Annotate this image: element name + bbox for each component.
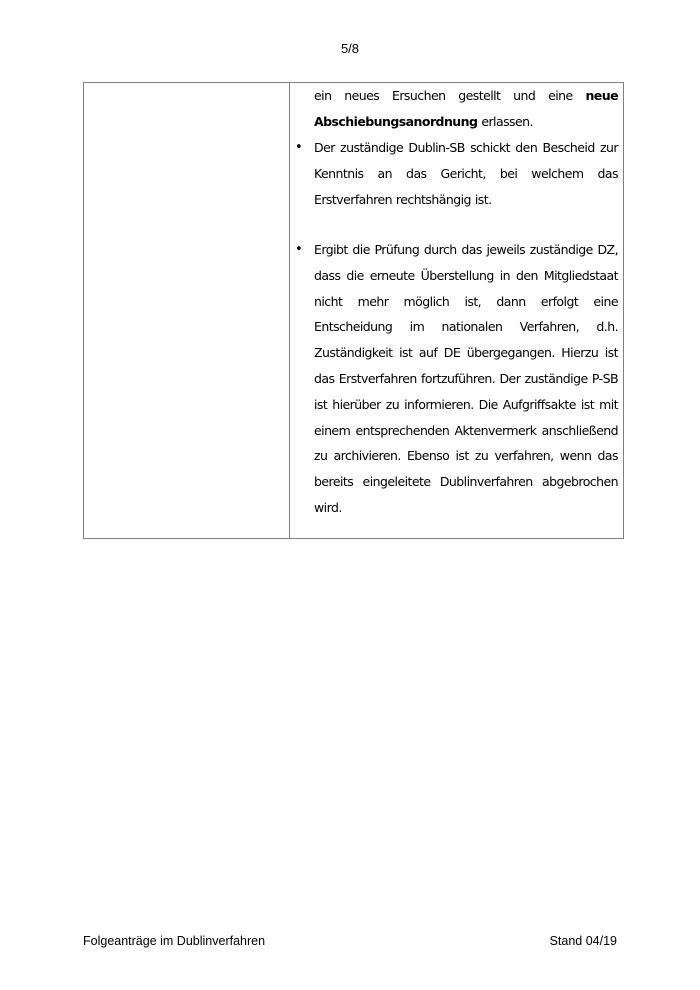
continuation-bold-text: neue Abschiebungsanordnung <box>314 88 618 129</box>
footer-title: Folgeanträge im Dublinverfahren <box>83 934 266 948</box>
page-number: 5/8 <box>340 41 360 56</box>
footer-status: Stand 04/19 <box>549 934 617 948</box>
continuation-text-start: ein neues Ersuchen gestellt und eine <box>314 88 586 103</box>
table-left-cell <box>84 83 290 538</box>
bullet-item-court-notice: Der zuständige Dublin-SB schickt den Bescheid zur Kenntnis an das Gericht, bei welchem das Erstverfahren rechtshängig ist. <box>314 140 618 207</box>
table-right-cell <box>290 83 623 538</box>
continuation-paragraph <box>314 83 618 135</box>
bullet-item-national-procedure: Ergibt die Prüfung durch das jeweils zuständige DZ, dass die erneute Überstellung in den Mitgliedstaat nicht mehr möglich ist, dann erfolgt eine Entscheidung im nationalen Verfahren, d.h. Zuständigkeit ist auf DE übergegangen. Hierzu ist das Erstverfahren fortzuführen. Der zuständige P-SB ist hierüber zu informieren. Die Aufgriffsakte ist mit einem entsprechenden Aktenvermerk anschließend zu archivieren. Ebenso ist zu verfahren, wenn das bereits eingeleitete Dublinverfahren abgebrochen wird. <box>314 242 618 515</box>
continuation-text-end: erlassen. <box>477 113 533 129</box>
content-table <box>83 82 624 539</box>
bullet-icon: • <box>295 242 303 257</box>
bullet-icon: • <box>295 140 303 155</box>
